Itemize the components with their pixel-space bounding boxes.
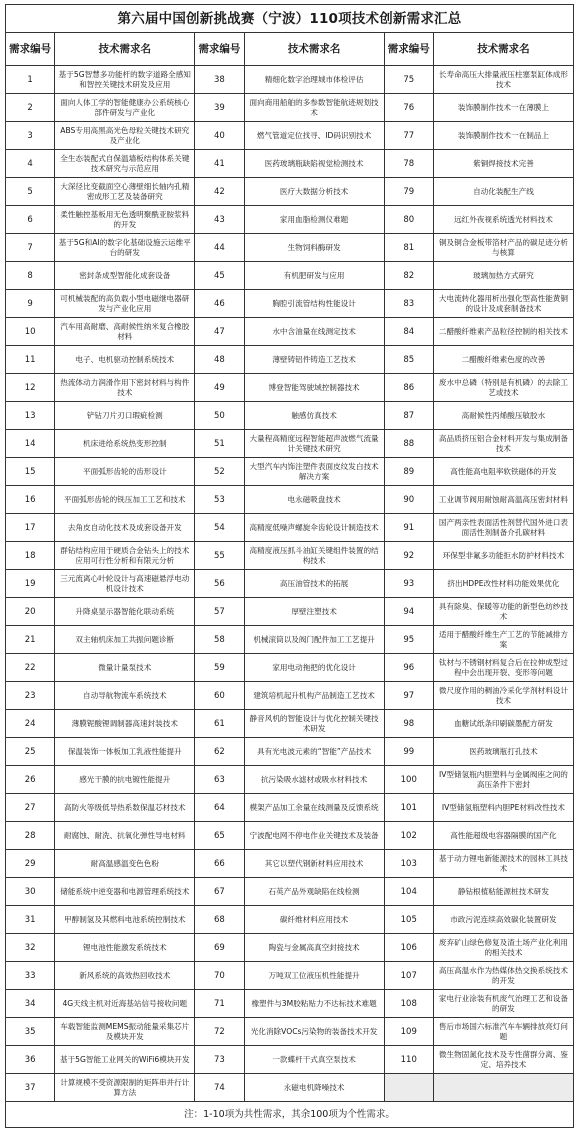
table-row bbox=[6, 766, 574, 794]
table-row bbox=[6, 458, 574, 486]
requirement-number: 92 bbox=[384, 542, 433, 570]
requirement-name: 二醋酸纤维素产品粒径控制的相关技术 bbox=[433, 318, 573, 346]
requirement-number: 57 bbox=[195, 598, 244, 626]
requirement-name: 密封条成型智能化成套设备 bbox=[55, 262, 195, 290]
requirement-number: 21 bbox=[6, 626, 55, 654]
requirement-number: 85 bbox=[384, 346, 433, 374]
table-row bbox=[6, 738, 574, 766]
requirement-name: IV型储氢瓶内胆塑料与金属阀座之间的高压条件下密封 bbox=[433, 766, 573, 794]
requirement-number: 43 bbox=[195, 206, 244, 234]
requirement-name: 机械滚筒以及阀门配件加工工艺提升 bbox=[244, 626, 384, 654]
requirement-name: 铜及铜合金板带箔材产品的碳足迹分析与核算 bbox=[433, 234, 573, 262]
requirement-number: 66 bbox=[195, 850, 244, 878]
requirement-number: 94 bbox=[384, 598, 433, 626]
requirement-name: 群钻结构应用于硬质合金钻头上的技术应用可行性分析和有限元分析 bbox=[55, 542, 195, 570]
requirement-number: 102 bbox=[384, 822, 433, 850]
requirement-number: 77 bbox=[384, 122, 433, 150]
requirement-number: 69 bbox=[195, 934, 244, 962]
table-row bbox=[6, 402, 574, 430]
requirement-number: 83 bbox=[384, 290, 433, 318]
requirement-name: 玻璃加热方式研究 bbox=[433, 262, 573, 290]
table-row bbox=[6, 1046, 574, 1074]
requirement-name: 静钻根植粘能源桩技术研发 bbox=[433, 878, 573, 906]
requirement-name: 热流体动力润滑作用下密封材料与构件技术 bbox=[55, 374, 195, 402]
requirement-name: 燃气管道定位找寻、ID码识别技术 bbox=[244, 122, 384, 150]
table-row bbox=[6, 486, 574, 514]
requirement-number: 70 bbox=[195, 962, 244, 990]
table-row bbox=[6, 598, 574, 626]
table-row bbox=[6, 94, 574, 122]
header-num: 需求编号 bbox=[6, 33, 55, 66]
requirement-name: 建筑培机起升机构产品制造工艺技术 bbox=[244, 682, 384, 710]
requirement-number: 18 bbox=[6, 542, 55, 570]
requirement-number: 110 bbox=[384, 1046, 433, 1074]
requirement-name: 基于5G和AI的数字化基础设施云运维平台的研发 bbox=[55, 234, 195, 262]
requirement-number: 47 bbox=[195, 318, 244, 346]
document-title: 第六届中国创新挑战赛（宁波）110项技术创新需求汇总 bbox=[5, 4, 574, 32]
requirement-number: 68 bbox=[195, 906, 244, 934]
requirement-number: 2 bbox=[6, 94, 55, 122]
requirement-number: 32 bbox=[6, 934, 55, 962]
requirement-name: 微尺度作用的稠油冷采化学剂材料设计技术 bbox=[433, 682, 573, 710]
requirement-number: 88 bbox=[384, 430, 433, 458]
table-row bbox=[6, 878, 574, 906]
requirement-number bbox=[384, 1074, 433, 1102]
requirement-number: 31 bbox=[6, 906, 55, 934]
header-name: 技术需求名 bbox=[55, 33, 195, 66]
requirement-number: 78 bbox=[384, 150, 433, 178]
requirement-name: 精细化数字治理城市体检评估 bbox=[244, 66, 384, 94]
requirement-name: 高精度低噪声螺旋伞齿轮设计制造技术 bbox=[244, 514, 384, 542]
table-body bbox=[6, 66, 574, 1102]
requirement-name: 电子、电机驱动控制系统技术 bbox=[55, 346, 195, 374]
requirement-name: 储能系统中逆变器和电源管理系统技术 bbox=[55, 878, 195, 906]
requirement-name: 汽车用高耐磨、高耐候性纳米复合橡胶材料 bbox=[55, 318, 195, 346]
requirement-name: 触感仿真技术 bbox=[244, 402, 384, 430]
requirement-name: 家用血脂检测仪难题 bbox=[244, 206, 384, 234]
requirement-name: 具有除臭、保暖等功能的新型色纺纱技术 bbox=[433, 598, 573, 626]
requirement-name: 挤出HDPE改性材料功能效果优化 bbox=[433, 570, 573, 598]
requirement-number: 19 bbox=[6, 570, 55, 598]
requirement-number: 65 bbox=[195, 822, 244, 850]
requirement-name: 血糖试纸条印刷碳墨配方研发 bbox=[433, 710, 573, 738]
table-row bbox=[6, 962, 574, 990]
requirement-number: 74 bbox=[195, 1074, 244, 1102]
header-num: 需求编号 bbox=[195, 33, 244, 66]
requirement-name: 全生态装配式自保温墙板结构体系关键技术研究与示范应用 bbox=[55, 150, 195, 178]
requirement-name: 远红外夜视系统透光材料技术 bbox=[433, 206, 573, 234]
requirement-name: 铲钻刀片刃口瑕疵检测 bbox=[55, 402, 195, 430]
requirement-name: 面向人体工学的智能健康办公系统核心部件研发与产业化 bbox=[55, 94, 195, 122]
requirement-number: 62 bbox=[195, 738, 244, 766]
requirement-number: 48 bbox=[195, 346, 244, 374]
requirement-number: 28 bbox=[6, 822, 55, 850]
table-row bbox=[6, 122, 574, 150]
requirement-number: 80 bbox=[384, 206, 433, 234]
footnote: 注：1-10项为共性需求，其余100项为个性需求。 bbox=[5, 1102, 574, 1128]
requirement-number: 109 bbox=[384, 1018, 433, 1046]
requirement-name: IV型储氢瓶塑料内胆PE材料改性技术 bbox=[433, 794, 573, 822]
requirement-number: 87 bbox=[384, 402, 433, 430]
table-row bbox=[6, 710, 574, 738]
requirement-name: 有机肥研发与应用 bbox=[244, 262, 384, 290]
requirement-name: 高压油管技术的拓展 bbox=[244, 570, 384, 598]
requirement-number: 105 bbox=[384, 906, 433, 934]
requirement-name: 新风系统的高效热回收技术 bbox=[55, 962, 195, 990]
requirement-number: 45 bbox=[195, 262, 244, 290]
requirement-number: 23 bbox=[6, 682, 55, 710]
requirement-number: 86 bbox=[384, 374, 433, 402]
requirement-name: 钛材与不锈钢材料复合后在拉伸成型过程中会出现开裂、变形等问题 bbox=[433, 654, 573, 682]
requirement-name: 高品质挤压铝合金材料开发与集成制备技术 bbox=[433, 430, 573, 458]
requirement-name: 基于5G智慧多功能杆的数字道路全感知和智控关键技术研发及应用 bbox=[55, 66, 195, 94]
requirement-number: 98 bbox=[384, 710, 433, 738]
table-row bbox=[6, 654, 574, 682]
requirement-number: 27 bbox=[6, 794, 55, 822]
table-row bbox=[6, 682, 574, 710]
table-row bbox=[6, 374, 574, 402]
requirement-number: 53 bbox=[195, 486, 244, 514]
requirement-name: 大型汽车内饰注塑件表面皮纹发白技术解决方案 bbox=[244, 458, 384, 486]
requirement-name: 光化消除VOCs污染物的装备技术开发 bbox=[244, 1018, 384, 1046]
requirement-name: 具有光电波元素的“智能”产品技术 bbox=[244, 738, 384, 766]
requirement-number: 108 bbox=[384, 990, 433, 1018]
requirement-number: 84 bbox=[384, 318, 433, 346]
requirement-number: 63 bbox=[195, 766, 244, 794]
table-row bbox=[6, 570, 574, 598]
requirement-name: 高压高温水作为热媒体热交换系统技术的开发 bbox=[433, 962, 573, 990]
requirement-name: 可机械装配的高负载小型电磁继电器研发与产业化应用 bbox=[55, 290, 195, 318]
table-row bbox=[6, 906, 574, 934]
requirement-name: 橡塑件与3M胶粘贴力不达标技术难题 bbox=[244, 990, 384, 1018]
table-row bbox=[6, 794, 574, 822]
table-row bbox=[6, 234, 574, 262]
requirement-number: 91 bbox=[384, 514, 433, 542]
table-row bbox=[6, 346, 574, 374]
requirement-number: 58 bbox=[195, 626, 244, 654]
requirement-number: 71 bbox=[195, 990, 244, 1018]
requirement-number: 67 bbox=[195, 878, 244, 906]
header-row bbox=[6, 33, 574, 66]
requirement-number: 34 bbox=[6, 990, 55, 1018]
requirement-number: 95 bbox=[384, 626, 433, 654]
requirement-number: 38 bbox=[195, 66, 244, 94]
requirement-name: 家用电动拖把的优化设计 bbox=[244, 654, 384, 682]
requirement-number: 60 bbox=[195, 682, 244, 710]
requirement-name: 装饰膜制作技术一在薄膜上 bbox=[433, 94, 573, 122]
header-num: 需求编号 bbox=[384, 33, 433, 66]
requirement-number: 64 bbox=[195, 794, 244, 822]
requirement-name: 紫铜焊接技术完善 bbox=[433, 150, 573, 178]
requirement-number: 29 bbox=[6, 850, 55, 878]
requirement-number: 7 bbox=[6, 234, 55, 262]
requirement-name: 基于动力锂电新能源技术的园林工具技术 bbox=[433, 850, 573, 878]
table-row bbox=[6, 514, 574, 542]
requirement-number: 8 bbox=[6, 262, 55, 290]
requirement-number: 9 bbox=[6, 290, 55, 318]
requirement-name: 售后市场国六标准汽车车辆排放亮灯问题 bbox=[433, 1018, 573, 1046]
requirement-number: 52 bbox=[195, 458, 244, 486]
requirement-name: 市政污泥连续高效碳化装置研发 bbox=[433, 906, 573, 934]
requirement-number: 37 bbox=[6, 1074, 55, 1102]
table-row bbox=[6, 1074, 574, 1102]
requirement-name: 机床进给系统热变形控制 bbox=[55, 430, 195, 458]
table-row bbox=[6, 934, 574, 962]
requirement-name: 工业调节阀用耐蚀耐高温高压密封材料 bbox=[433, 486, 573, 514]
requirement-name: 医药玻璃瓶缺陷视觉检测技术 bbox=[244, 150, 384, 178]
requirement-name: 车载智能监测MEMS振动能量采集芯片及模块开发 bbox=[55, 1018, 195, 1046]
requirement-number: 13 bbox=[6, 402, 55, 430]
requirement-number: 93 bbox=[384, 570, 433, 598]
requirement-name: ABS专用高黑高光色母粒关键技术研究及产业化 bbox=[55, 122, 195, 150]
requirement-number: 42 bbox=[195, 178, 244, 206]
requirement-name: 高精度液压抓斗油缸关键组件装置的结构技术 bbox=[244, 542, 384, 570]
requirement-name bbox=[433, 1074, 573, 1102]
requirement-number: 89 bbox=[384, 458, 433, 486]
document-page bbox=[5, 4, 574, 1120]
requirement-number: 24 bbox=[6, 710, 55, 738]
requirement-name: 石英产品外观缺陷在线检测 bbox=[244, 878, 384, 906]
requirement-name: 陶瓷与金属高真空封接技术 bbox=[244, 934, 384, 962]
requirement-name: 4G天线主机对近海基站信号接收问题 bbox=[55, 990, 195, 1018]
requirement-number: 90 bbox=[384, 486, 433, 514]
requirement-name: 微生物固氮化技术及专性菌群分离、鉴定、培养技术 bbox=[433, 1046, 573, 1074]
requirement-name: 双主轴机床加工共振问题诊断 bbox=[55, 626, 195, 654]
requirement-name: 大深径比变截面空心薄壁细长轴内孔精密成形工艺及装备研究 bbox=[55, 178, 195, 206]
requirement-number: 17 bbox=[6, 514, 55, 542]
requirement-number: 106 bbox=[384, 934, 433, 962]
requirement-number: 59 bbox=[195, 654, 244, 682]
requirement-name: 耐高温感温变色色粉 bbox=[55, 850, 195, 878]
table-row bbox=[6, 430, 574, 458]
requirement-name: 平面弧形齿轮的齿形设计 bbox=[55, 458, 195, 486]
requirement-name: 适用于醋酸纤维生产工艺的节能减排方案 bbox=[433, 626, 573, 654]
table-row bbox=[6, 66, 574, 94]
requirement-number: 1 bbox=[6, 66, 55, 94]
requirement-name: 面向商用船舶的多参数智能航迹规划技术 bbox=[244, 94, 384, 122]
requirement-number: 5 bbox=[6, 178, 55, 206]
requirement-number: 61 bbox=[195, 710, 244, 738]
requirement-name: 自动导航物流车系统技术 bbox=[55, 682, 195, 710]
table-row bbox=[6, 262, 574, 290]
requirement-number: 40 bbox=[195, 122, 244, 150]
requirement-name: 胸腔引流管结构性能设计 bbox=[244, 290, 384, 318]
requirement-number: 3 bbox=[6, 122, 55, 150]
requirement-name: 水中含油量在线测定技术 bbox=[244, 318, 384, 346]
requirement-number: 49 bbox=[195, 374, 244, 402]
requirement-number: 103 bbox=[384, 850, 433, 878]
requirement-number: 46 bbox=[195, 290, 244, 318]
requirement-name: 大量程高精度远程智能超声波燃气流量计关键技术研究 bbox=[244, 430, 384, 458]
table-row bbox=[6, 290, 574, 318]
requirement-number: 15 bbox=[6, 458, 55, 486]
requirement-name: 永磁电机降噪技术 bbox=[244, 1074, 384, 1102]
requirement-number: 44 bbox=[195, 234, 244, 262]
requirement-number: 30 bbox=[6, 878, 55, 906]
header-name: 技术需求名 bbox=[433, 33, 573, 66]
requirement-name: 高性能高电阻率软铁磁体的开发 bbox=[433, 458, 573, 486]
requirement-number: 107 bbox=[384, 962, 433, 990]
requirement-name: 万吨双工位液压机性能提升 bbox=[244, 962, 384, 990]
requirement-number: 99 bbox=[384, 738, 433, 766]
requirement-name: 微量计量泵技术 bbox=[55, 654, 195, 682]
requirement-number: 96 bbox=[384, 654, 433, 682]
requirement-number: 41 bbox=[195, 150, 244, 178]
requirement-name: 感光干膜的抗电镀性能提升 bbox=[55, 766, 195, 794]
requirement-name: 三元流离心叶轮设计与高速磁悬浮电动机设计技术 bbox=[55, 570, 195, 598]
requirement-number: 72 bbox=[195, 1018, 244, 1046]
requirement-name: 计算规模不受资源限制的矩阵串并行计算方法 bbox=[55, 1074, 195, 1102]
requirement-name: 环保型非氟多功能拒水防护材料技术 bbox=[433, 542, 573, 570]
requirement-number: 12 bbox=[6, 374, 55, 402]
requirement-name: 医疗大数据分析技术 bbox=[244, 178, 384, 206]
requirement-number: 100 bbox=[384, 766, 433, 794]
requirement-name: 装饰膜制作技术一在制品上 bbox=[433, 122, 573, 150]
requirement-name: 锂电池性能激发系统技术 bbox=[55, 934, 195, 962]
requirement-name: 其它以塑代钢新材料应用技术 bbox=[244, 850, 384, 878]
requirement-name: 大电流转化器用析出强化型高性能黄铜的设计及成套制备技术 bbox=[433, 290, 573, 318]
requirement-number: 54 bbox=[195, 514, 244, 542]
table-row bbox=[6, 178, 574, 206]
requirement-number: 76 bbox=[384, 94, 433, 122]
requirement-number: 51 bbox=[195, 430, 244, 458]
requirement-number: 56 bbox=[195, 570, 244, 598]
requirement-name: 医药玻璃瓶打孔技术 bbox=[433, 738, 573, 766]
requirement-name: 薄壁铸铝件铸造工艺技术 bbox=[244, 346, 384, 374]
requirement-name: 国产两亲性表面活性剂替代国外进口表面活性剂制备介孔碳材料 bbox=[433, 514, 573, 542]
requirement-number: 75 bbox=[384, 66, 433, 94]
requirement-number: 104 bbox=[384, 878, 433, 906]
requirement-name: 高耐候性丙烯酸压敏胶水 bbox=[433, 402, 573, 430]
requirement-number: 97 bbox=[384, 682, 433, 710]
requirement-number: 4 bbox=[6, 150, 55, 178]
requirement-name: 碳纤维材料应用技术 bbox=[244, 906, 384, 934]
requirement-number: 35 bbox=[6, 1018, 55, 1046]
header-name: 技术需求名 bbox=[244, 33, 384, 66]
requirement-name: 废水中总磷（特别是有机磷）的去除工艺或技术 bbox=[433, 374, 573, 402]
table-row bbox=[6, 542, 574, 570]
requirement-number: 6 bbox=[6, 206, 55, 234]
table-row bbox=[6, 1018, 574, 1046]
requirement-number: 11 bbox=[6, 346, 55, 374]
requirement-name: 薄膜铌酸锂调制器高速封装技术 bbox=[55, 710, 195, 738]
requirement-name: 一款蝶杆干式真空泵技术 bbox=[244, 1046, 384, 1074]
requirement-name: 升降桌显示器智能化联动系统 bbox=[55, 598, 195, 626]
table-row bbox=[6, 822, 574, 850]
requirement-number: 39 bbox=[195, 94, 244, 122]
requirement-name: 废弃矿山绿色修复及渣土场产业化利用的相关技术 bbox=[433, 934, 573, 962]
requirement-name: 柔性触控基板用无色透明聚酰亚胺浆料的开发 bbox=[55, 206, 195, 234]
requirement-number: 79 bbox=[384, 178, 433, 206]
requirement-name: 长寿命高压大排量液压柱塞泵缸体成形技术 bbox=[433, 66, 573, 94]
requirement-name: 高性能超级电容器隔膜的国产化 bbox=[433, 822, 573, 850]
requirement-number: 20 bbox=[6, 598, 55, 626]
requirement-number: 101 bbox=[384, 794, 433, 822]
requirement-name: 保温装饰一体板加工乳液性能提升 bbox=[55, 738, 195, 766]
requirement-name: 静音风机的智能设计与优化控制关键技术研发 bbox=[244, 710, 384, 738]
requirement-number: 25 bbox=[6, 738, 55, 766]
requirement-number: 10 bbox=[6, 318, 55, 346]
requirement-name: 二醋酸纤维素色度的改善 bbox=[433, 346, 573, 374]
requirement-number: 73 bbox=[195, 1046, 244, 1074]
requirement-name: 基于5G智能工业网关的WiFi6模块开发 bbox=[55, 1046, 195, 1074]
requirement-name: 平面弧形齿轮的铣压加工工艺和技术 bbox=[55, 486, 195, 514]
requirement-name: 自动化装配生产线 bbox=[433, 178, 573, 206]
requirement-number: 16 bbox=[6, 486, 55, 514]
requirement-name: 耐腐蚀、耐洗、抗氧化弹性导电材料 bbox=[55, 822, 195, 850]
requirement-name: 宁波配电网不停电作业关键技术及装备 bbox=[244, 822, 384, 850]
requirement-name: 生物饲料酶研发 bbox=[244, 234, 384, 262]
requirement-number: 82 bbox=[384, 262, 433, 290]
requirement-number: 33 bbox=[6, 962, 55, 990]
requirement-name: 家电行业涂装有机废气治理工艺和设备的研发 bbox=[433, 990, 573, 1018]
requirement-number: 26 bbox=[6, 766, 55, 794]
requirement-number: 22 bbox=[6, 654, 55, 682]
requirement-number: 14 bbox=[6, 430, 55, 458]
table-row bbox=[6, 850, 574, 878]
table-row bbox=[6, 626, 574, 654]
requirement-number: 36 bbox=[6, 1046, 55, 1074]
table-row bbox=[6, 318, 574, 346]
requirement-name: 高防火等级低导热系数保温芯材技术 bbox=[55, 794, 195, 822]
requirement-number: 55 bbox=[195, 542, 244, 570]
requirements-table bbox=[5, 32, 574, 1102]
requirement-name: 博登智能驾驶域控制器技术 bbox=[244, 374, 384, 402]
requirement-name: 模架产品加工余量在线测量及反馈系统 bbox=[244, 794, 384, 822]
requirement-name: 电永磁吸盘技术 bbox=[244, 486, 384, 514]
table-row bbox=[6, 990, 574, 1018]
requirement-name: 甲醇制氢及其燃料电池系统控制技术 bbox=[55, 906, 195, 934]
requirement-number: 50 bbox=[195, 402, 244, 430]
requirement-name: 厚壁注塑技术 bbox=[244, 598, 384, 626]
requirement-number: 81 bbox=[384, 234, 433, 262]
table-row bbox=[6, 206, 574, 234]
requirement-name: 抗污染吸水滤材或吸水材料技术 bbox=[244, 766, 384, 794]
requirement-name: 去角皮自动化技术及成套设备开发 bbox=[55, 514, 195, 542]
table-row bbox=[6, 150, 574, 178]
